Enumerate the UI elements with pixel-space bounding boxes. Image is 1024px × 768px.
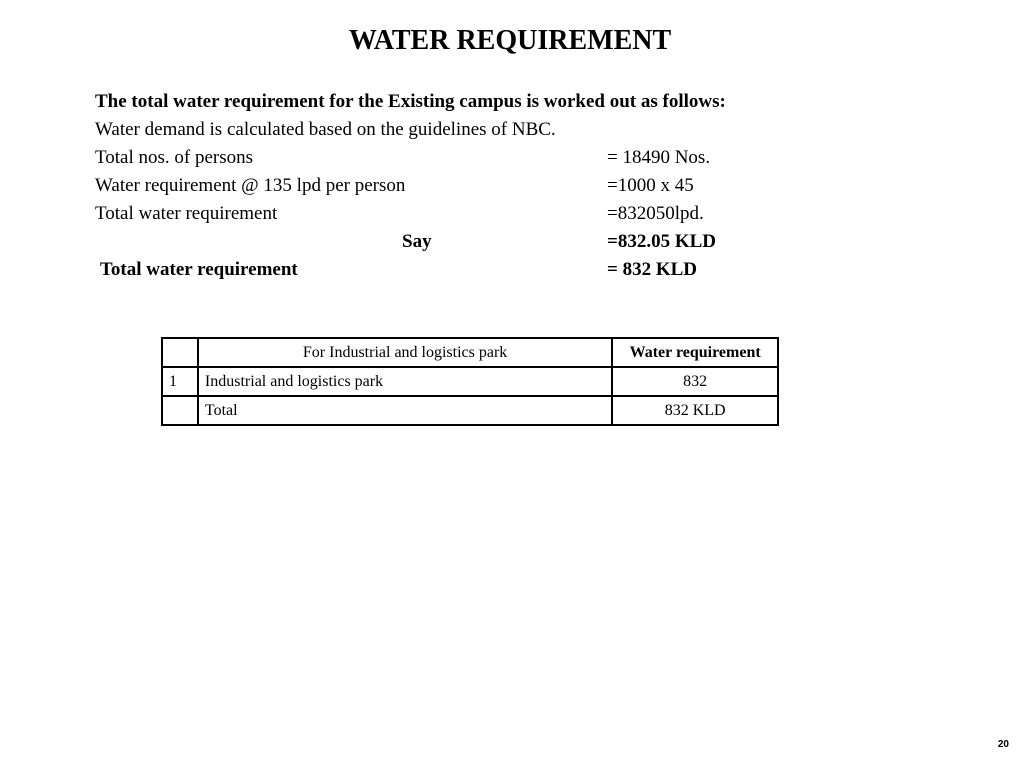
say-value: =832.05 KLD <box>607 231 716 252</box>
header-num-cell <box>162 338 198 367</box>
page-title: WATER REQUIREMENT <box>348 25 672 56</box>
final-value: = 832 KLD <box>607 259 697 280</box>
intro-basis-line <box>95 116 855 144</box>
table-row <box>162 396 778 425</box>
row-num-cell <box>162 396 198 425</box>
table-header-row <box>162 338 778 367</box>
water-requirement-table <box>161 337 779 426</box>
total-value: =832050lpd. <box>607 203 704 224</box>
rate-value: =1000 x 45 <box>607 175 694 196</box>
total-line <box>95 200 855 228</box>
final-label: Total water requirement <box>100 259 298 280</box>
final-line <box>95 256 855 284</box>
page-number: 20 <box>997 739 1009 750</box>
row-value-cell: 832 <box>612 367 778 396</box>
calculation-section <box>95 88 855 284</box>
header-value-cell: Water requirement <box>612 338 778 367</box>
persons-value: = 18490 Nos. <box>607 147 711 168</box>
persons-label: Total nos. of persons <box>95 147 254 168</box>
table-row <box>162 367 778 396</box>
say-label: Say <box>402 231 432 252</box>
total-label: Total water requirement <box>95 203 278 224</box>
intro-heading: The total water requirement for the Existing campus is worked out as follows: <box>95 91 726 112</box>
row-value-cell: 832 KLD <box>612 396 778 425</box>
intro-heading-line <box>95 88 855 116</box>
row-name-cell: Total <box>198 396 612 425</box>
row-num-cell: 1 <box>162 367 198 396</box>
rate-line <box>95 172 855 200</box>
header-name-cell: For Industrial and logistics park <box>198 338 612 367</box>
row-name-cell: Industrial and logistics park <box>198 367 612 396</box>
intro-basis: Water demand is calculated based on the guidelines of NBC. <box>95 119 556 140</box>
persons-line <box>95 144 855 172</box>
rate-label: Water requirement @ 135 lpd per person <box>95 175 406 196</box>
say-line <box>95 228 855 256</box>
